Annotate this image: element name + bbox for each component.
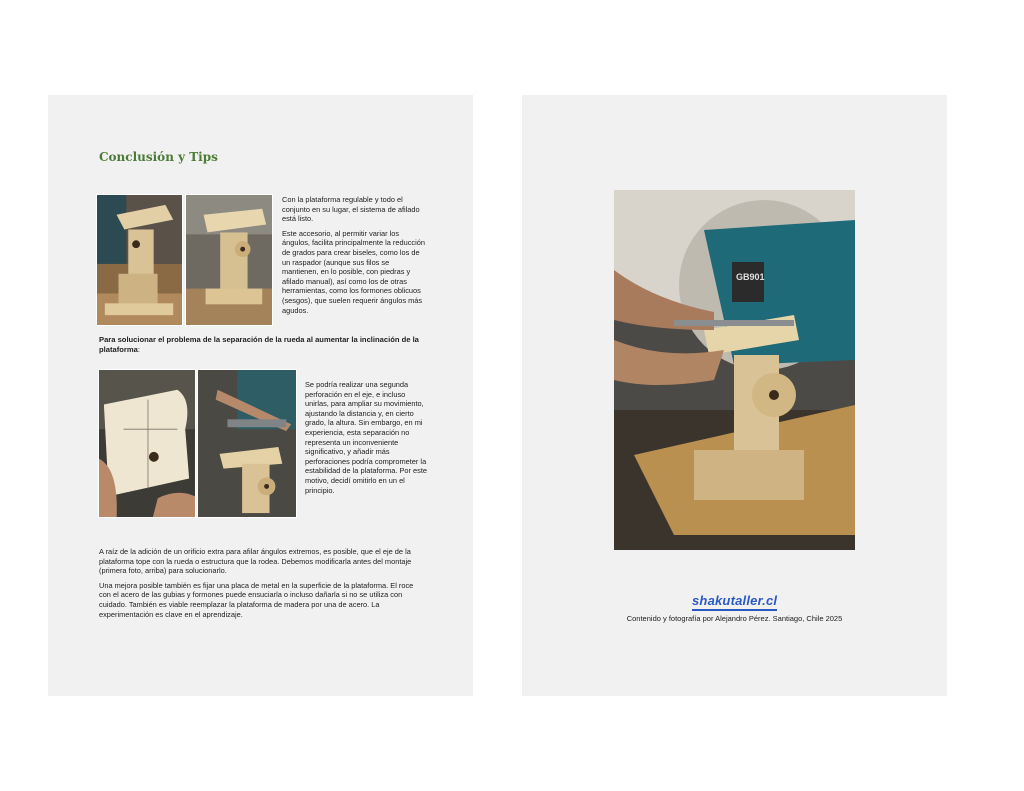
problem-paragraph: Se podría realizar una segunda perforación en el eje, e incluso unirlas, para ampliar su movimiento, ajustando la distancia y, en cierto grado, la altura. Sin embargo, en mi experiencia, esta separación no representa un inconveniente significativo, y añadir más perforaciones podría comprometer la estabilidad de la plataforma. Por este motivo, decidí omitirlo en un el principio.	[305, 380, 428, 495]
problem-heading: Para solucionar el problema de la separación de la rueda al aumentar la inclinación de la plataforma:	[99, 335, 419, 354]
problem-text	[305, 380, 429, 500]
photo-chisel-grinder	[197, 369, 297, 518]
photo-jig-grinder	[96, 194, 183, 326]
intro-paragraph: Este accesorio, al permitir variar los ángulos, facilita principalmente la reducción de grados para crear biseles, como los de un raspador (aunque sus filos se mantienen, en lo posible, con piedras y afilado manual), así como los de otras herramientas, como los formones oblicuos (sesgos), que suelen requerir ángulos más agudos.	[282, 228, 425, 315]
grinder-model-label: GB901	[736, 272, 765, 282]
page-title: Conclusión y Tips	[99, 150, 218, 164]
intro-text	[282, 195, 425, 320]
credit-line: Contenido y fotografía por Alejandro Pérez. Santiago, Chile 2025	[626, 614, 843, 623]
brand-link[interactable]: shakutaller.cl	[692, 593, 777, 611]
closing-paragraph: A raíz de la adición de un orificio extra para afilar ángulos extremos, es posible, que el eje de la plataforma tope con la rueda o estructura que la rodea. Debemos modificarla antes del montaje (primera foto, arriba) para solucionarlo.	[99, 547, 412, 576]
closing-text	[99, 547, 425, 624]
photo-template-hand	[98, 369, 196, 518]
photo-sharpening-main	[614, 190, 855, 550]
right-page	[522, 95, 947, 696]
closing-paragraph: Una mejora posible también es fijar una placa de metal en la superficie de la plataforma. El roce con el acero de las gubias y formones puede ensuciarla o incluso dañarla si no se utiliza con cuidado. También es viable reemplazar la plataforma de madera por una de acero. La experimentación es clave en el aprendizaje.	[99, 580, 414, 619]
photo-jig-front	[185, 194, 273, 326]
left-page	[48, 95, 473, 696]
intro-paragraph: Con la plataforma regulable y todo el conjunto en su lugar, el sistema de afilado está listo.	[282, 195, 420, 224]
